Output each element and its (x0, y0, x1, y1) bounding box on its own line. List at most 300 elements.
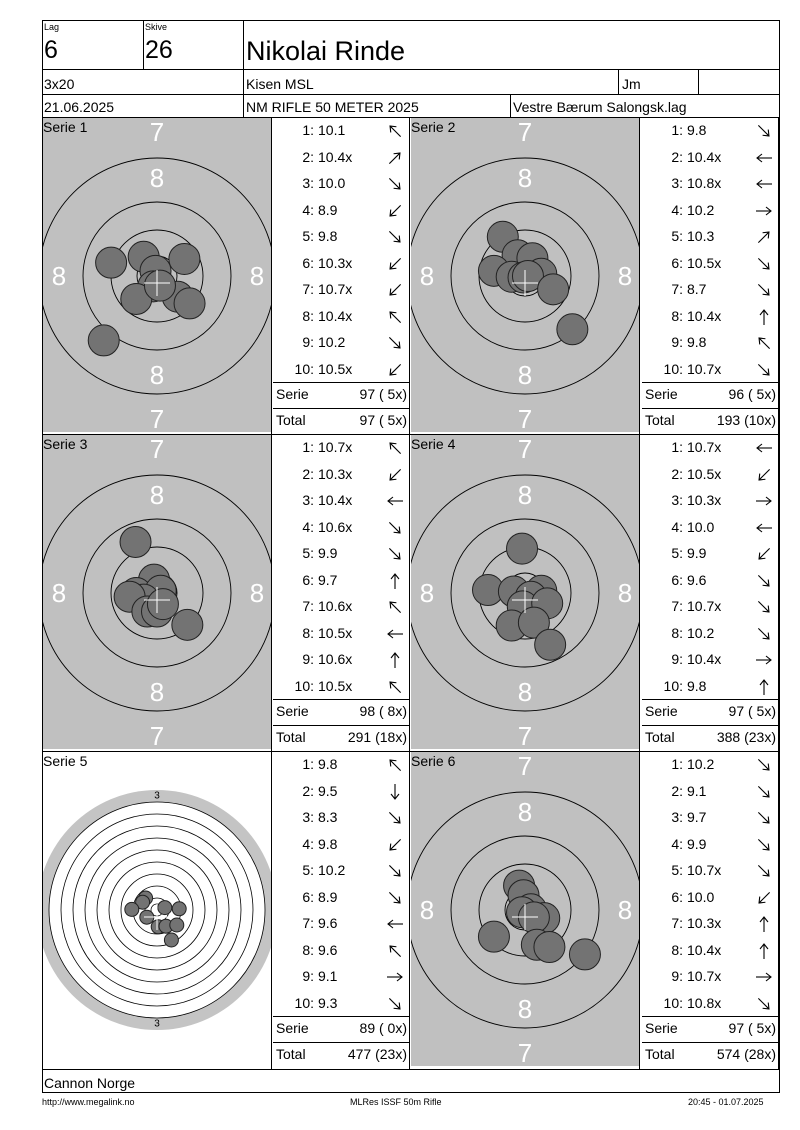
shot-row (642, 224, 778, 250)
shot-list (273, 752, 409, 1066)
shot-score: 10.8x (687, 175, 722, 191)
shot-number: 1: (302, 756, 314, 772)
shot-score: 10.3x (318, 254, 353, 271)
series-divider (271, 752, 272, 1069)
shot-row (642, 488, 778, 514)
shot-row (273, 462, 409, 488)
sum-value: 388 (23x) (716, 729, 776, 745)
direction-arrow-icon (754, 782, 774, 802)
shot-number: 10: (663, 360, 683, 377)
shot-number: 8: (302, 941, 314, 958)
shot-row (642, 805, 778, 831)
shot-row (273, 594, 409, 620)
shot-score: 9.8 (318, 756, 338, 772)
lag-value: 6 (44, 36, 58, 64)
shot-score: 9.8 (687, 122, 707, 138)
direction-arrow-icon (385, 755, 405, 775)
direction-arrow-icon (754, 544, 774, 564)
skive-value: 26 (145, 36, 173, 64)
shot-row (642, 964, 778, 990)
target-4 (411, 435, 639, 749)
shot-score: 9.9 (687, 545, 707, 561)
series-divider (639, 118, 640, 435)
direction-arrow-icon (754, 438, 774, 458)
target-number: 8 (149, 163, 165, 193)
shot-number: 1: (671, 122, 683, 138)
shot-number: 10: (663, 994, 683, 1011)
shot-score: 10.7x (687, 598, 722, 614)
header-divider (698, 69, 699, 94)
series-divider (409, 752, 410, 1069)
target-number: 8 (154, 958, 160, 970)
shot-number: 5: (671, 228, 683, 244)
direction-arrow-icon (385, 677, 405, 697)
shot-score: 9.8 (318, 835, 338, 852)
shot-number: 4: (671, 518, 683, 535)
sum-value: 477 (23x) (347, 1046, 407, 1062)
shot-score: 10.7x (687, 360, 722, 377)
shot-number: 8: (671, 624, 683, 641)
shot-row (642, 674, 778, 700)
shot-list (273, 435, 409, 749)
shot-hole (147, 589, 178, 620)
direction-arrow-icon (754, 597, 774, 617)
target-number: 8 (617, 895, 633, 925)
direction-arrow-icon (385, 201, 405, 221)
header-divider (510, 94, 511, 117)
shot-number: 10: (294, 677, 314, 694)
shot-score: 8.3 (318, 809, 338, 825)
series-divider (271, 435, 272, 752)
target-number: 8 (517, 163, 533, 193)
shot-number: 2: (671, 465, 683, 482)
shot-score: 10.7x (687, 439, 722, 455)
shot-number: 5: (671, 862, 683, 878)
sum-value: 98 ( 8x) (359, 703, 407, 719)
series-label: Serie 3 (43, 436, 88, 452)
series-divider (639, 435, 640, 752)
competition-date: 21.06.2025 (44, 99, 115, 115)
target-number: 8 (419, 578, 435, 608)
shot-score: 10.2 (318, 862, 346, 878)
total-sum (642, 1042, 778, 1068)
shot-score: 10.6x (318, 651, 353, 667)
direction-arrow-icon (754, 677, 774, 697)
target-2 (411, 118, 639, 432)
shot-row (273, 885, 409, 911)
shot-hole (88, 325, 119, 356)
sum-label: Serie (276, 386, 309, 402)
shot-score: 8.7 (687, 281, 707, 297)
shot-score: 9.6 (318, 915, 338, 931)
direction-arrow-icon (754, 227, 774, 247)
series-divider (639, 752, 640, 1069)
shot-score: 10.8x (687, 994, 722, 1011)
direction-arrow-icon (754, 360, 774, 380)
shot-score: 10.2 (687, 756, 715, 772)
direction-arrow-icon (385, 360, 405, 380)
shot-score: 9.8 (687, 334, 707, 350)
sum-label: Serie (645, 1020, 678, 1036)
shot-row (642, 118, 778, 144)
target-number: 8 (51, 261, 67, 291)
shot-row (273, 541, 409, 567)
target-number: 7 (154, 970, 160, 982)
shot-number: 2: (671, 782, 683, 799)
direction-arrow-icon (754, 121, 774, 141)
shot-row (273, 991, 409, 1017)
series-divider (409, 435, 410, 752)
shot-number: 2: (302, 782, 314, 799)
series-label: Serie 6 (411, 753, 456, 769)
total-sum (273, 725, 409, 751)
target-number: 3 (154, 790, 160, 802)
shot-hole (96, 247, 127, 278)
sum-label: Total (276, 1046, 306, 1062)
shot-number: 2: (671, 148, 683, 165)
shot-row (642, 435, 778, 461)
direction-arrow-icon (385, 227, 405, 247)
shot-row (273, 832, 409, 858)
shot-number: 3: (671, 492, 683, 508)
shot-score: 10.1 (318, 122, 346, 138)
skive-label: Skive (145, 22, 168, 32)
direction-arrow-icon (385, 650, 405, 670)
direction-arrow-icon (385, 174, 405, 194)
shot-score: 10.7x (318, 281, 353, 297)
shot-score: 10.3x (687, 492, 722, 508)
shot-number: 7: (302, 598, 314, 614)
shot-number: 9: (671, 968, 683, 984)
shot-score: 10.4x (687, 307, 722, 324)
direction-arrow-icon (754, 518, 774, 538)
sum-label: Serie (276, 1020, 309, 1036)
direction-arrow-icon (385, 121, 405, 141)
direction-arrow-icon (385, 254, 405, 274)
direction-arrow-icon (385, 465, 405, 485)
shot-row (273, 805, 409, 831)
shot-score: 10.7x (318, 439, 353, 455)
shot-score: 10.2 (318, 334, 346, 350)
series-label: Serie 5 (43, 753, 88, 769)
shot-score: 10.4x (687, 941, 722, 958)
sum-label: Total (645, 1046, 675, 1062)
direction-arrow-icon (385, 333, 405, 353)
shot-row (273, 224, 409, 250)
shot-number: 3: (671, 809, 683, 825)
target-number: 4 (154, 802, 160, 814)
shot-score: 9.1 (687, 782, 707, 799)
target-number-bottom: 7 (517, 721, 533, 749)
direction-arrow-icon (754, 755, 774, 775)
shot-row (642, 779, 778, 805)
shot-row (642, 171, 778, 197)
shot-row (273, 145, 409, 171)
series-divider (271, 118, 272, 435)
shot-row (642, 462, 778, 488)
event-name: NM RIFLE 50 METER 2025 (246, 99, 419, 115)
sum-value: 193 (10x) (716, 412, 776, 428)
direction-arrow-icon (385, 148, 405, 168)
shot-row (642, 145, 778, 171)
shot-hole (120, 526, 151, 557)
shot-number: 7: (302, 915, 314, 931)
sum-label: Total (276, 412, 306, 428)
sum-value: 97 ( 5x) (728, 703, 776, 719)
shot-number: 3: (302, 492, 314, 508)
shot-row (642, 594, 778, 620)
target-number: 3 (154, 1018, 160, 1030)
direction-arrow-icon (385, 888, 405, 908)
target-number: 8 (419, 895, 435, 925)
shot-row (273, 911, 409, 937)
shot-row (642, 357, 778, 383)
direction-arrow-icon (385, 782, 405, 802)
shot-score: 8.9 (318, 201, 338, 218)
target-number: 7 (76, 904, 82, 916)
shot-number: 4: (302, 835, 314, 852)
shooter-name: Nikolai Rinde (246, 36, 406, 66)
shot-score: 10.0 (687, 518, 715, 535)
shot-number: 1: (671, 439, 683, 455)
shot-score: 9.8 (687, 677, 707, 694)
target-number-top: 7 (517, 435, 533, 464)
sum-value: 96 ( 5x) (728, 386, 776, 402)
shot-score: 10.6x (318, 518, 353, 535)
shot-score: 10.5x (318, 360, 353, 377)
shot-number: 7: (302, 281, 314, 297)
target-number-top: 7 (149, 435, 165, 464)
direction-arrow-icon (385, 835, 405, 855)
shot-score: 10.5x (687, 254, 722, 271)
shot-row (273, 752, 409, 778)
shot-score: 10.0 (318, 175, 346, 191)
serie-sum (642, 699, 778, 725)
target-number: 8 (149, 677, 165, 707)
shot-hole (158, 901, 172, 915)
shot-score: 8.9 (318, 888, 338, 905)
target-number: 4 (154, 1006, 160, 1018)
shot-hole (538, 274, 569, 305)
direction-arrow-icon (754, 148, 774, 168)
shot-number: 8: (302, 307, 314, 324)
shot-score: 10.7x (687, 968, 722, 984)
direction-arrow-icon (385, 280, 405, 300)
shot-row (273, 647, 409, 673)
direction-arrow-icon (754, 888, 774, 908)
target-number: 8 (517, 994, 533, 1024)
direction-arrow-icon (754, 624, 774, 644)
shot-number: 1: (302, 122, 314, 138)
series-label: Serie 2 (411, 119, 456, 135)
shot-number: 2: (302, 148, 314, 165)
sum-value: 97 ( 5x) (359, 412, 407, 428)
target-number: 8 (517, 677, 533, 707)
serie-sum (642, 1016, 778, 1042)
shot-number: 7: (671, 915, 683, 931)
series-divider (778, 752, 779, 1069)
direction-arrow-icon (754, 280, 774, 300)
header-divider (42, 69, 780, 70)
shot-score: 10.4x (318, 148, 353, 165)
target-number: 5 (52, 904, 58, 916)
target-number: 8 (617, 261, 633, 291)
shot-number: 8: (302, 624, 314, 641)
direction-arrow-icon (385, 597, 405, 617)
shot-row (642, 251, 778, 277)
shot-hole (169, 243, 200, 274)
total-sum (642, 725, 778, 751)
target-number: 8 (249, 578, 265, 608)
shot-number: 9: (671, 651, 683, 667)
shot-hole (125, 902, 139, 916)
shot-number: 6: (302, 254, 314, 271)
shot-number: 9: (671, 334, 683, 350)
shot-number: 3: (671, 175, 683, 191)
shot-number: 4: (302, 201, 314, 218)
shot-row (642, 330, 778, 356)
direction-arrow-icon (385, 808, 405, 828)
target-number: 8 (517, 360, 533, 390)
total-sum (642, 408, 778, 434)
target-number-bottom: 7 (149, 721, 165, 749)
sum-value: 89 ( 0x) (359, 1020, 407, 1036)
target-number: 8 (149, 360, 165, 390)
target-number: 8 (517, 480, 533, 510)
shot-hole (478, 921, 509, 952)
shot-score: 9.9 (687, 835, 707, 852)
sum-value: 97 ( 5x) (728, 1020, 776, 1036)
serie-sum (273, 382, 409, 408)
target-number: 6 (154, 826, 160, 838)
shot-number: 5: (302, 228, 314, 244)
shot-number: 4: (671, 835, 683, 852)
shot-score: 10.4x (318, 307, 353, 324)
target-number: 8 (220, 904, 226, 916)
direction-arrow-icon (754, 465, 774, 485)
footer-url[interactable]: http://www.megalink.no (42, 1097, 135, 1107)
target-number: 5 (154, 994, 160, 1006)
shot-row (273, 118, 409, 144)
shot-number: 9: (302, 968, 314, 984)
direction-arrow-icon (754, 835, 774, 855)
shot-row (642, 991, 778, 1017)
shot-score: 10.5x (687, 465, 722, 482)
sum-label: Total (645, 729, 675, 745)
direction-arrow-icon (754, 491, 774, 511)
shot-score: 9.3 (318, 994, 338, 1011)
direction-arrow-icon (754, 571, 774, 591)
target-number: 8 (51, 578, 67, 608)
shot-row (642, 621, 778, 647)
target-3 (43, 435, 271, 749)
direction-arrow-icon (385, 518, 405, 538)
shot-number: 8: (671, 307, 683, 324)
shot-score: 10.4x (318, 492, 353, 508)
shot-score: 9.8 (318, 228, 338, 244)
shot-row (642, 885, 778, 911)
shot-hole (164, 933, 178, 947)
shot-row (273, 858, 409, 884)
sum-value: 574 (28x) (716, 1046, 776, 1062)
series-divider (409, 118, 410, 435)
shot-row (273, 779, 409, 805)
shot-row (642, 752, 778, 778)
header-divider (143, 20, 144, 69)
shot-number: 6: (671, 254, 683, 271)
target-number: 8 (249, 261, 265, 291)
direction-arrow-icon (754, 201, 774, 221)
target-number: 6 (244, 904, 250, 916)
program: 3x20 (44, 76, 75, 92)
target-number: 8 (419, 261, 435, 291)
shot-score: 10.0 (687, 888, 715, 905)
target-number: 5 (154, 814, 160, 826)
target-5 (43, 752, 271, 1066)
shot-score: 10.3x (687, 915, 722, 931)
serie-sum (273, 699, 409, 725)
shot-list (642, 435, 778, 749)
header-divider (243, 20, 244, 117)
shot-score: 9.5 (318, 782, 338, 799)
shot-row (273, 515, 409, 541)
shot-row (642, 541, 778, 567)
print-timestamp: 20:45 - 01.07.2025 (688, 1097, 764, 1107)
series-divider (778, 118, 779, 435)
serie-sum (642, 382, 778, 408)
direction-arrow-icon (385, 861, 405, 881)
shot-hole (534, 932, 565, 963)
shot-hole (557, 314, 588, 345)
shot-list (273, 118, 409, 432)
club-name: Kisen MSL (246, 76, 314, 92)
shot-row (273, 251, 409, 277)
shot-score: 10.4x (687, 148, 722, 165)
direction-arrow-icon (385, 544, 405, 564)
target-number: 8 (154, 850, 160, 862)
shot-hole (172, 609, 203, 640)
shot-number: 6: (671, 571, 683, 588)
series-label: Serie 1 (43, 119, 88, 135)
shot-row (642, 647, 778, 673)
target-number-top: 7 (149, 118, 165, 147)
shot-number: 10: (663, 677, 683, 694)
lag-label: Lag (44, 22, 60, 32)
target-number: 8 (517, 797, 533, 827)
shooter-class: Jm (622, 76, 641, 92)
shot-number: 10: (294, 994, 314, 1011)
direction-arrow-icon (385, 438, 405, 458)
shot-number: 5: (302, 862, 314, 878)
target-number: 6 (154, 982, 160, 994)
target-number-top: 7 (517, 752, 533, 781)
shot-row (273, 330, 409, 356)
total-sum (273, 1042, 409, 1068)
shot-row (642, 304, 778, 330)
direction-arrow-icon (385, 624, 405, 644)
target-number: 8 (88, 904, 94, 916)
shot-number: 5: (671, 545, 683, 561)
shot-hole (569, 939, 600, 970)
shot-row (273, 435, 409, 461)
shot-number: 7: (671, 281, 683, 297)
shot-hole (172, 902, 186, 916)
sum-label: Serie (645, 386, 678, 402)
shot-number: 10: (294, 360, 314, 377)
direction-arrow-icon (754, 941, 774, 961)
direction-arrow-icon (385, 307, 405, 327)
shot-hole (144, 270, 175, 301)
